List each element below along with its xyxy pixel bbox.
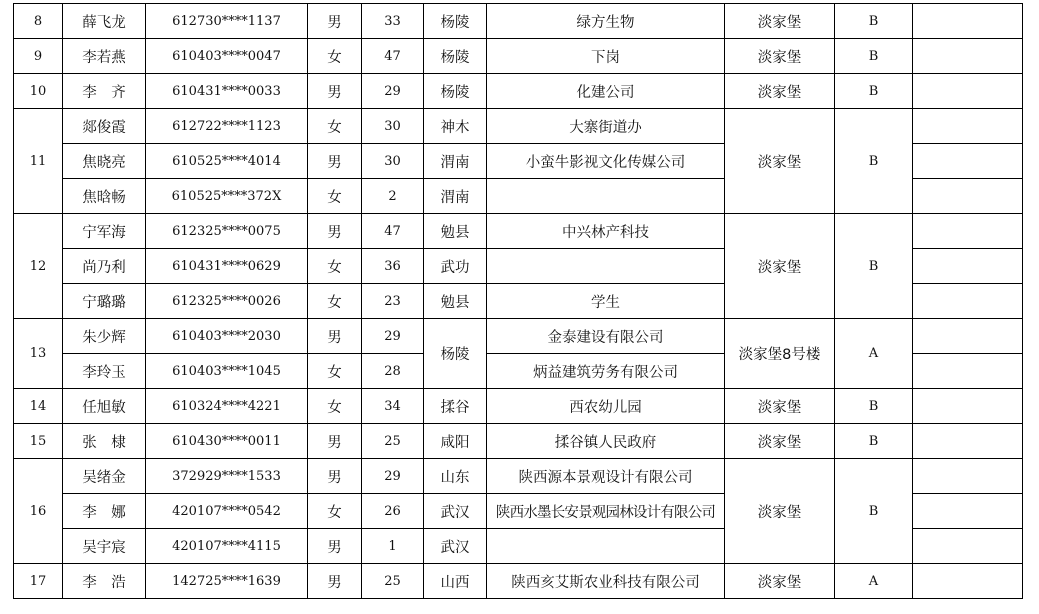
table-row: [14, 389, 1023, 424]
row-number-cell: 17: [14, 564, 63, 599]
remarks-cell: [913, 529, 1023, 564]
remarks-cell: [913, 564, 1023, 599]
address-cell: 淡家堡: [725, 39, 835, 74]
grade-cell: B: [835, 74, 913, 109]
id-number-cell: 610525****372X: [146, 179, 308, 214]
gender-cell: 男: [308, 214, 362, 249]
remarks-cell: [913, 214, 1023, 249]
remarks-cell: [913, 144, 1023, 179]
employer-cell: 陕西源本景观设计有限公司: [487, 459, 725, 494]
grade-cell: B: [835, 424, 913, 459]
gender-cell: 男: [308, 4, 362, 39]
remarks-cell: [913, 494, 1023, 529]
age-cell: 23: [362, 284, 424, 319]
gender-cell: 男: [308, 459, 362, 494]
employer-cell: 西农幼儿园: [487, 389, 725, 424]
remarks-cell: [913, 179, 1023, 214]
remarks-cell: [913, 284, 1023, 319]
employer-cell: 化建公司: [487, 74, 725, 109]
id-number-cell: 420107****0542: [146, 494, 308, 529]
remarks-cell: [913, 389, 1023, 424]
employer-cell: 陕西水墨长安景观园林设计有限公司: [487, 494, 725, 529]
employer-cell: [487, 179, 725, 214]
employer-cell: 小蛮牛影视文化传媒公司: [487, 144, 725, 179]
gender-cell: 男: [308, 564, 362, 599]
employer-cell: 下岗: [487, 39, 725, 74]
table-row: [14, 424, 1023, 459]
id-number-cell: 610403****0047: [146, 39, 308, 74]
grade-cell: B: [835, 214, 913, 319]
table-row: [14, 319, 1023, 354]
origin-cell: 神木: [424, 109, 487, 144]
name-cell: 薛飞龙: [63, 4, 146, 39]
remarks-cell: [913, 249, 1023, 284]
id-number-cell: 610525****4014: [146, 144, 308, 179]
origin-cell: 渭南: [424, 179, 487, 214]
grade-cell: B: [835, 459, 913, 564]
row-number-cell: 8: [14, 4, 63, 39]
gender-cell: 女: [308, 39, 362, 74]
table-row: [14, 459, 1023, 494]
origin-cell: 山东: [424, 459, 487, 494]
name-cell: 宁璐璐: [63, 284, 146, 319]
gender-cell: 女: [308, 494, 362, 529]
name-cell: 李若燕: [63, 39, 146, 74]
address-cell: 淡家堡8号楼: [725, 319, 835, 389]
grade-cell: B: [835, 4, 913, 39]
origin-cell: 武汉: [424, 529, 487, 564]
gender-cell: 女: [308, 354, 362, 389]
name-cell: 张 棣: [63, 424, 146, 459]
age-cell: 29: [362, 74, 424, 109]
age-cell: 30: [362, 144, 424, 179]
employer-cell: 炳益建筑劳务有限公司: [487, 354, 725, 389]
origin-cell: 勉县: [424, 214, 487, 249]
table-row: [14, 39, 1023, 74]
age-cell: 36: [362, 249, 424, 284]
id-number-cell: 142725****1639: [146, 564, 308, 599]
row-number-cell: 15: [14, 424, 63, 459]
age-cell: 29: [362, 459, 424, 494]
name-cell: 任旭敏: [63, 389, 146, 424]
origin-cell: 揉谷: [424, 389, 487, 424]
age-cell: 34: [362, 389, 424, 424]
name-cell: 李 浩: [63, 564, 146, 599]
age-cell: 26: [362, 494, 424, 529]
address-cell: 淡家堡: [725, 459, 835, 564]
origin-cell: 杨陵: [424, 319, 487, 389]
employer-cell: 金泰建设有限公司: [487, 319, 725, 354]
name-cell: 宁军海: [63, 214, 146, 249]
origin-cell: 武功: [424, 249, 487, 284]
grade-cell: A: [835, 319, 913, 389]
id-number-cell: 420107****4115: [146, 529, 308, 564]
resident-registry-table: [13, 3, 1023, 599]
name-cell: 李 娜: [63, 494, 146, 529]
id-number-cell: 612325****0026: [146, 284, 308, 319]
row-number-cell: 13: [14, 319, 63, 389]
age-cell: 47: [362, 214, 424, 249]
id-number-cell: 610431****0629: [146, 249, 308, 284]
name-cell: 朱少辉: [63, 319, 146, 354]
grade-cell: A: [835, 564, 913, 599]
origin-cell: 山西: [424, 564, 487, 599]
id-number-cell: 610430****0011: [146, 424, 308, 459]
age-cell: 25: [362, 564, 424, 599]
age-cell: 1: [362, 529, 424, 564]
age-cell: 29: [362, 319, 424, 354]
table-body: [14, 4, 1023, 599]
employer-cell: 大寨街道办: [487, 109, 725, 144]
remarks-cell: [913, 424, 1023, 459]
gender-cell: 女: [308, 389, 362, 424]
employer-cell: [487, 529, 725, 564]
name-cell: 尚乃利: [63, 249, 146, 284]
row-number-cell: 12: [14, 214, 63, 319]
age-cell: 2: [362, 179, 424, 214]
address-cell: 淡家堡: [725, 564, 835, 599]
table-row: [14, 4, 1023, 39]
name-cell: 李玲玉: [63, 354, 146, 389]
origin-cell: 杨陵: [424, 74, 487, 109]
address-cell: 淡家堡: [725, 214, 835, 319]
remarks-cell: [913, 319, 1023, 354]
gender-cell: 女: [308, 109, 362, 144]
employer-cell: 揉谷镇人民政府: [487, 424, 725, 459]
table-row: [14, 564, 1023, 599]
remarks-cell: [913, 459, 1023, 494]
id-number-cell: 612730****1137: [146, 4, 308, 39]
name-cell: 吴绪金: [63, 459, 146, 494]
grade-cell: B: [835, 39, 913, 74]
gender-cell: 男: [308, 144, 362, 179]
row-number-cell: 10: [14, 74, 63, 109]
row-number-cell: 16: [14, 459, 63, 564]
table-row: [14, 214, 1023, 249]
origin-cell: 咸阳: [424, 424, 487, 459]
grade-cell: B: [835, 389, 913, 424]
name-cell: 李 齐: [63, 74, 146, 109]
age-cell: 25: [362, 424, 424, 459]
origin-cell: 杨陵: [424, 39, 487, 74]
origin-cell: 武汉: [424, 494, 487, 529]
row-number-cell: 11: [14, 109, 63, 214]
gender-cell: 男: [308, 529, 362, 564]
remarks-cell: [913, 109, 1023, 144]
gender-cell: 女: [308, 284, 362, 319]
employer-cell: 中兴林产科技: [487, 214, 725, 249]
employer-cell: 陕西亥艾斯农业科技有限公司: [487, 564, 725, 599]
remarks-cell: [913, 39, 1023, 74]
employer-cell: [487, 249, 725, 284]
gender-cell: 女: [308, 179, 362, 214]
table-row: [14, 109, 1023, 144]
id-number-cell: 372929****1533: [146, 459, 308, 494]
remarks-cell: [913, 354, 1023, 389]
id-number-cell: 610403****1045: [146, 354, 308, 389]
address-cell: 淡家堡: [725, 109, 835, 214]
row-number-cell: 9: [14, 39, 63, 74]
table-row: [14, 74, 1023, 109]
id-number-cell: 610431****0033: [146, 74, 308, 109]
id-number-cell: 612722****1123: [146, 109, 308, 144]
address-cell: 淡家堡: [725, 424, 835, 459]
address-cell: 淡家堡: [725, 74, 835, 109]
remarks-cell: [913, 74, 1023, 109]
name-cell: 郯俊霞: [63, 109, 146, 144]
gender-cell: 女: [308, 249, 362, 284]
origin-cell: 渭南: [424, 144, 487, 179]
age-cell: 33: [362, 4, 424, 39]
id-number-cell: 610403****2030: [146, 319, 308, 354]
remarks-cell: [913, 4, 1023, 39]
id-number-cell: 612325****0075: [146, 214, 308, 249]
name-cell: 焦晗畅: [63, 179, 146, 214]
employer-cell: 绿方生物: [487, 4, 725, 39]
origin-cell: 杨陵: [424, 4, 487, 39]
name-cell: 焦晓亮: [63, 144, 146, 179]
grade-cell: B: [835, 109, 913, 214]
age-cell: 30: [362, 109, 424, 144]
gender-cell: 男: [308, 319, 362, 354]
row-number-cell: 14: [14, 389, 63, 424]
origin-cell: 勉县: [424, 284, 487, 319]
name-cell: 吴宇宸: [63, 529, 146, 564]
age-cell: 28: [362, 354, 424, 389]
gender-cell: 男: [308, 424, 362, 459]
gender-cell: 男: [308, 74, 362, 109]
address-cell: 淡家堡: [725, 4, 835, 39]
address-cell: 淡家堡: [725, 389, 835, 424]
id-number-cell: 610324****4221: [146, 389, 308, 424]
employer-cell: 学生: [487, 284, 725, 319]
age-cell: 47: [362, 39, 424, 74]
